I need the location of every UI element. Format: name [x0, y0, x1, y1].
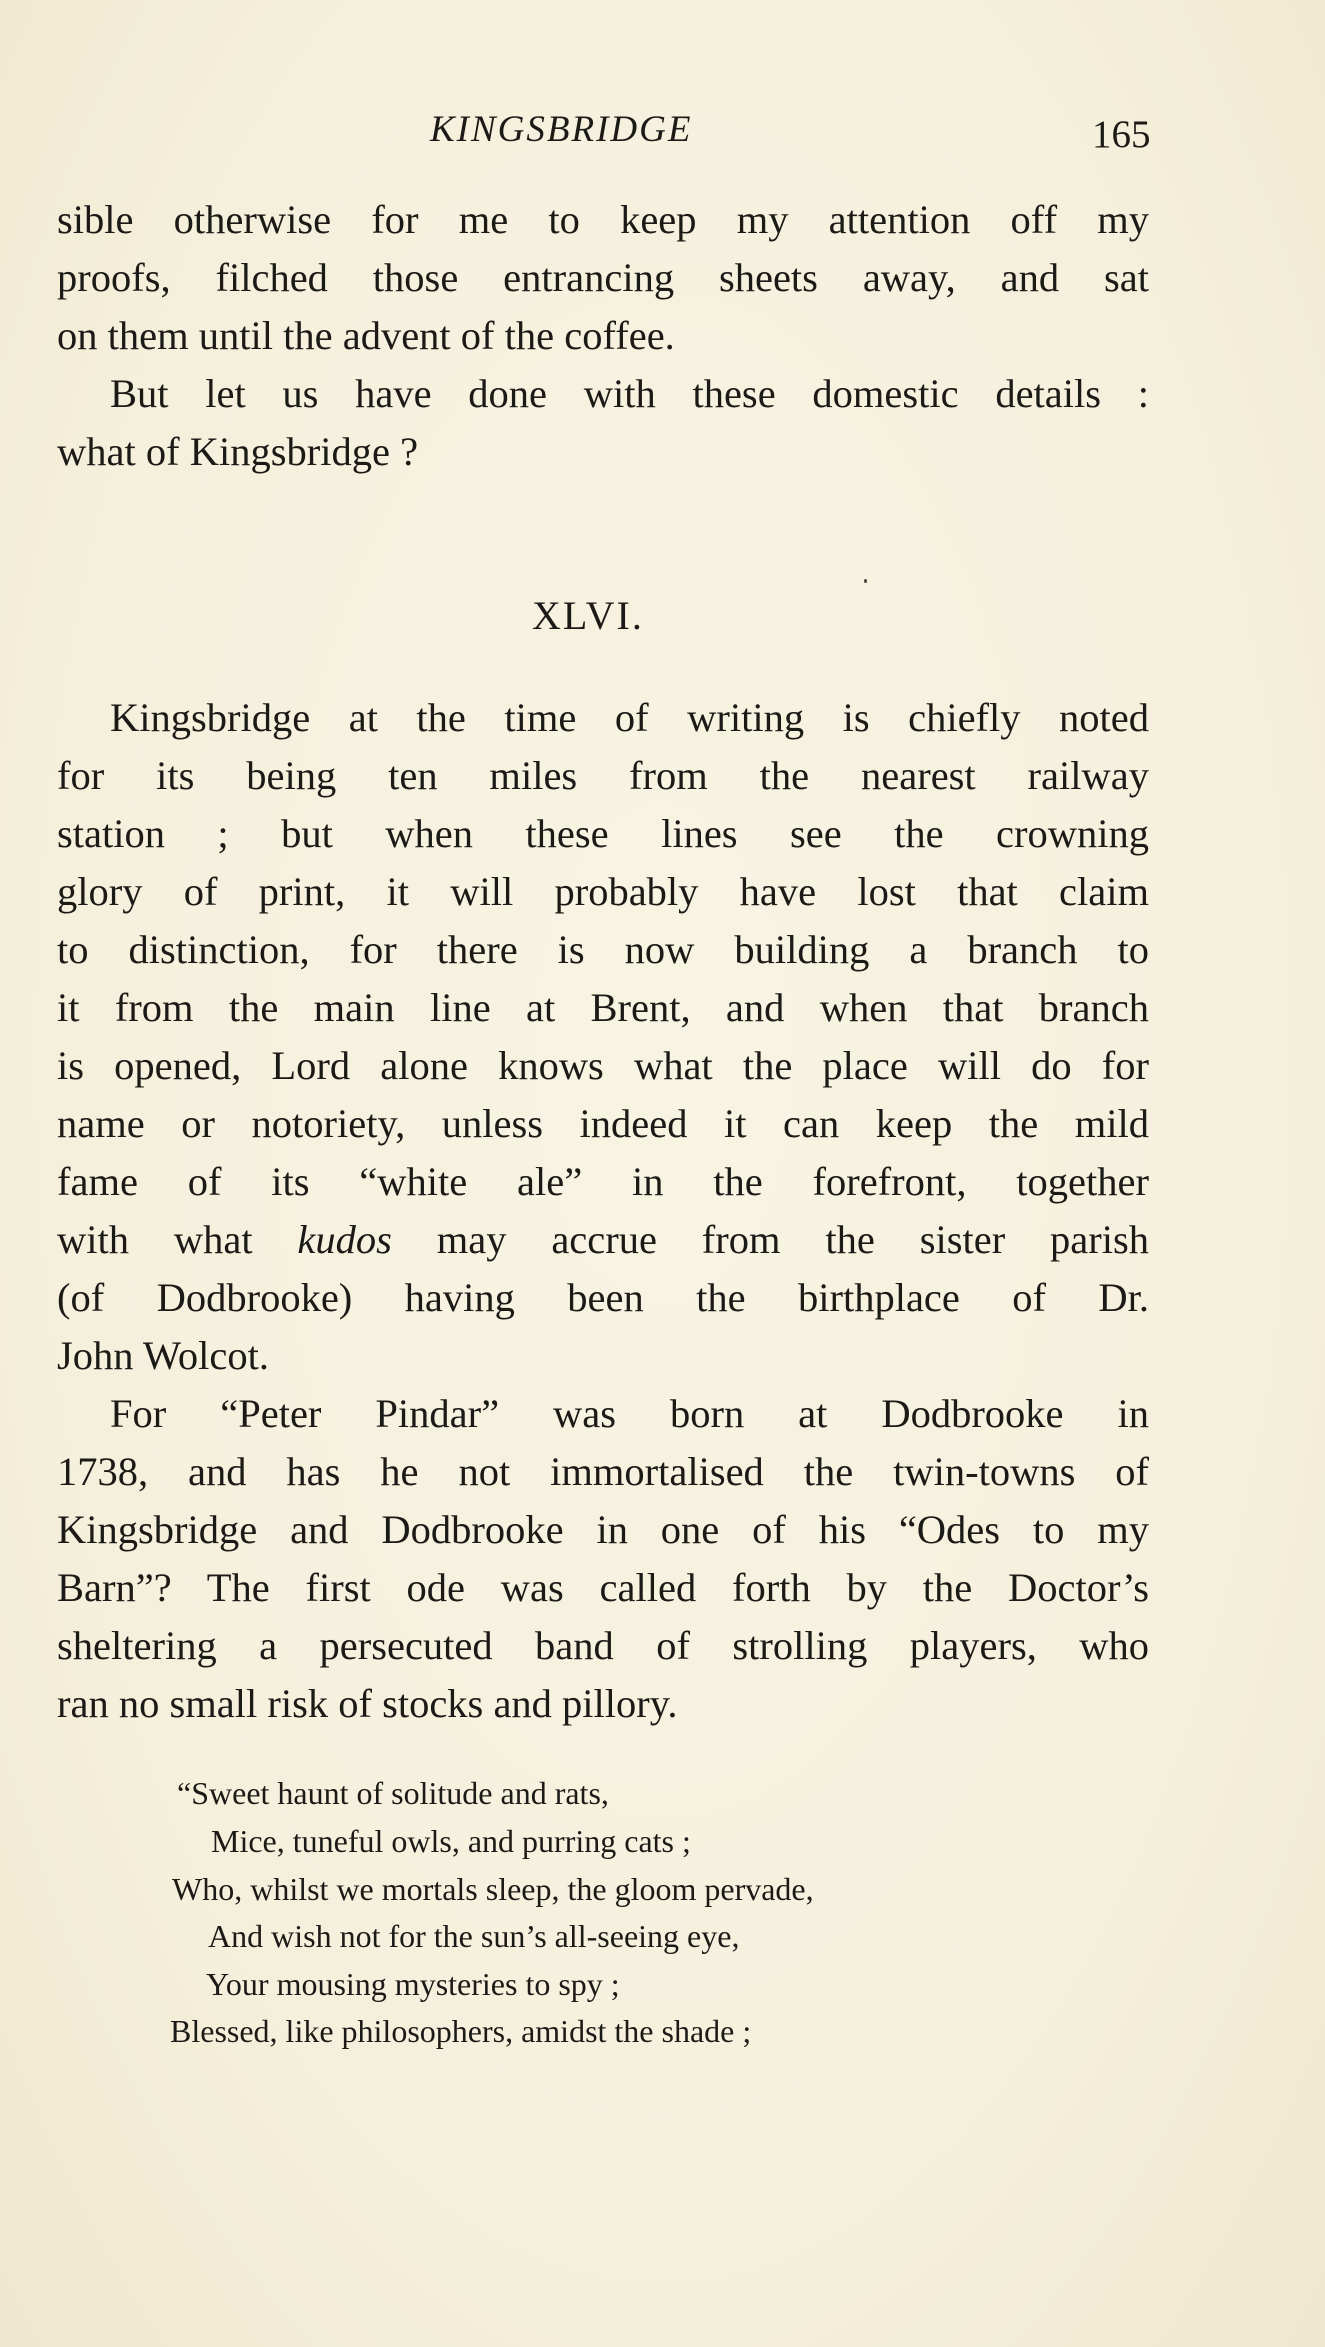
text-line: John Wolcot. — [57, 1333, 269, 1378]
text-line: name or notoriety, unless indeed it can keep the mild — [57, 1101, 1149, 1146]
ink-speck — [864, 579, 867, 583]
text-line: proofs, filched those entrancing sheets away, and sat — [57, 255, 1149, 300]
verse-line: Mice, tuneful owls, and purring cats ; — [211, 1823, 691, 1859]
verse-line: And wish not for the sun’s all-seeing eye, — [208, 1918, 740, 1954]
text-line: on them until the advent of the coffee. — [57, 313, 675, 358]
running-head: KINGSBRIDGE — [430, 109, 693, 150]
text-line: 1738, and has he not immortalised the twin-towns of — [57, 1449, 1149, 1494]
verse-line: “Sweet haunt of solitude and rats, — [177, 1775, 609, 1811]
chapter-heading: XLVI. — [532, 593, 644, 638]
verse-line: Your mousing mysteries to spy ; — [206, 1966, 620, 2002]
text-line: fame of its “white ale” in the forefront, together — [57, 1159, 1149, 1204]
text-segment: with what — [57, 1217, 298, 1262]
text-line: glory of print, it will probably have lost that claim — [57, 869, 1149, 914]
text-line: for its being ten miles from the nearest railway — [57, 753, 1149, 798]
text-line: sheltering a persecuted band of strolling players, who — [57, 1623, 1149, 1668]
text-line: what of Kingsbridge ? — [57, 429, 419, 474]
text-line: it from the main line at Brent, and when that branch — [57, 985, 1149, 1030]
text-line: Kingsbridge and Dodbrooke in one of his “Odes to my — [57, 1507, 1149, 1552]
text-line: sible otherwise for me to keep my attention off my — [57, 197, 1149, 242]
text-line: is opened, Lord alone knows what the place will do for — [57, 1043, 1149, 1088]
text-line: ran no small risk of stocks and pillory. — [57, 1681, 678, 1726]
text-line — [57, 1211, 1149, 1269]
text-line: Barn”? The first ode was called forth by the Doctor’s — [57, 1565, 1149, 1610]
italic-word: kudos — [297, 1217, 392, 1262]
text-line: station ; but when these lines see the crowning — [57, 811, 1149, 856]
verse-line: Blessed, like philosophers, amidst the shade ; — [170, 2013, 752, 2049]
text-segment: may accrue from the sister parish — [391, 1217, 1149, 1262]
verse-line: Who, whilst we mortals sleep, the gloom pervade, — [172, 1871, 814, 1907]
page-number: 165 — [1092, 113, 1151, 156]
text-line: Kingsbridge at the time of writing is chiefly noted — [110, 695, 1149, 740]
text-line: to distinction, for there is now building a branch to — [57, 927, 1149, 972]
text-line: (of Dodbrooke) having been the birthplace of Dr. — [57, 1275, 1149, 1320]
text-line: For “Peter Pindar” was born at Dodbrooke in — [110, 1391, 1149, 1436]
text-line: But let us have done with these domestic details : — [110, 371, 1149, 416]
